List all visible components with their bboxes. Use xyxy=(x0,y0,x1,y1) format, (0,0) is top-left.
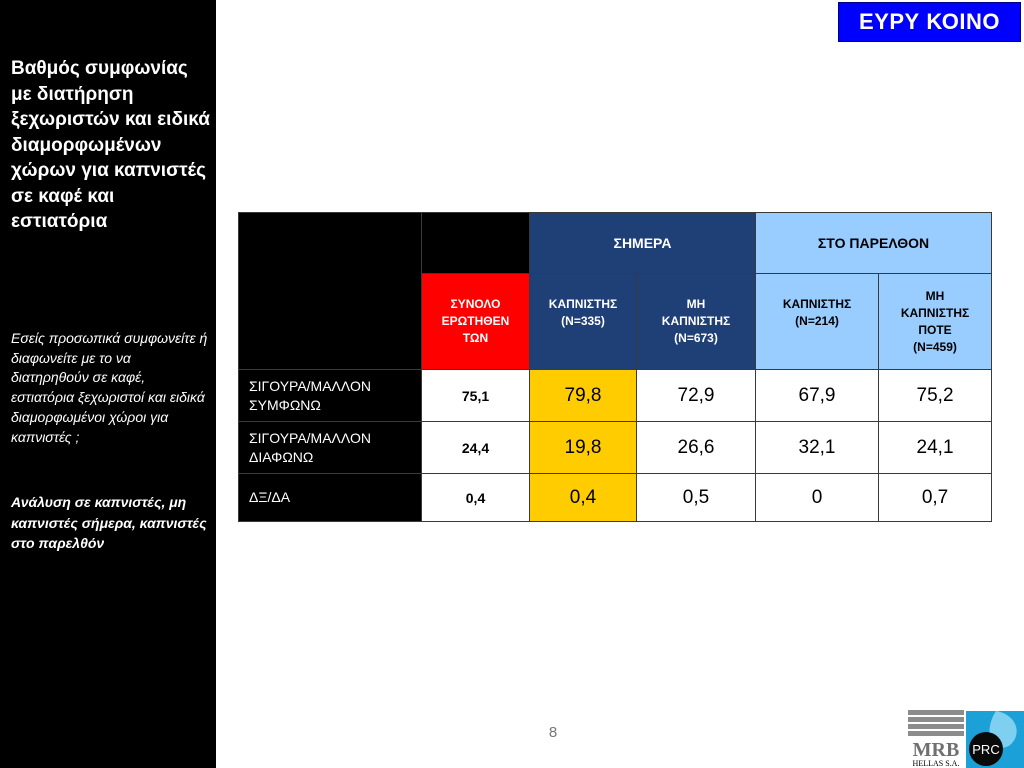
cell-today-nonsmokers: 72,9 xyxy=(637,370,756,422)
col-header-line: ΚΑΠΝΙΣΤΗΣ xyxy=(900,305,970,320)
table-row xyxy=(239,370,992,422)
col-header-today-nonsmokers xyxy=(637,274,756,370)
col-header-total xyxy=(422,274,530,370)
cell-past-never: 0,7 xyxy=(879,474,992,522)
slide-title: Βαθμός συμφωνίας με διατήρηση ξεχωριστών και ειδικά διαμορφωμένων χώρων για καπνιστές σε καφέ και εστιατόρια xyxy=(11,58,210,232)
col-header-line: (Ν=335) xyxy=(561,313,605,328)
col-header-line: ΚΑΠΝΙΣΤΗΣ xyxy=(782,296,852,311)
col-header-line: (Ν=214) xyxy=(795,313,839,328)
col-header-total-line: ΣΥΝΟΛΟ xyxy=(450,297,501,311)
left-sidebar xyxy=(0,0,216,768)
cell-past-smokers: 32,1 xyxy=(756,422,879,474)
col-header-past-never xyxy=(879,274,992,370)
cell-past-smokers: 67,9 xyxy=(756,370,879,422)
group-past-header: ΣΤΟ ΠΑΡΕΛΘΟΝ xyxy=(756,213,992,274)
results-table xyxy=(238,212,992,522)
cell-today-nonsmokers: 0,5 xyxy=(637,474,756,522)
cell-today-nonsmokers: 26,6 xyxy=(637,422,756,474)
table-row xyxy=(239,474,992,522)
table-corner xyxy=(239,213,422,370)
cell-past-never: 75,2 xyxy=(879,370,992,422)
table-corner-top xyxy=(422,213,530,274)
col-header-total-line: ΤΩΝ xyxy=(462,331,489,345)
row-label-line: ΣΥΜΦΩΝΩ xyxy=(249,396,321,413)
mrb-logo xyxy=(908,710,964,768)
group-header-row xyxy=(239,213,992,274)
row-label-line: ΣΙΓΟΥΡΑ/ΜΑΛΛΟΝ xyxy=(249,377,371,394)
col-header-line: ΠΟΤΕ xyxy=(918,322,952,337)
analysis-note: Ανάλυση σε καπνιστές, μη καπνιστές σήμερα, καπνιστές στο παρελθόν xyxy=(11,494,207,551)
cell-today-smokers: 79,8 xyxy=(530,370,637,422)
row-label xyxy=(239,370,422,422)
col-header-line: ΜΗ xyxy=(925,288,945,303)
col-header-past-smokers xyxy=(756,274,879,370)
mrb-logo-text: MRB xyxy=(912,739,960,761)
cell-today-smokers: 19,8 xyxy=(530,422,637,474)
cell-total: 24,4 xyxy=(422,422,530,474)
cell-past-never: 24,1 xyxy=(879,422,992,474)
cell-today-smokers: 0,4 xyxy=(530,474,637,522)
survey-question: Εσείς προσωπικά συμφωνείτε ή διαφωνείτε με το να διατηρηθούν σε καφέ, εστιατόρια ξεχωριστοί και ειδικά διαμορφωμένοι χώροι για καπνιστές ; xyxy=(11,330,208,445)
col-header-line: (Ν=459) xyxy=(913,339,957,354)
col-header-line: ΚΑΠΝΙΣΤΗΣ xyxy=(548,296,618,311)
audience-badge: ΕΥΡΥ ΚΟΙΝΟ xyxy=(838,2,1021,42)
prc-logo-text: PRC xyxy=(972,742,1000,757)
col-header-today-smokers xyxy=(530,274,637,370)
page-number: 8 xyxy=(548,724,558,741)
col-header-line: ΜΗ xyxy=(686,297,706,311)
row-label-line: ΔΙΑΦΩΝΩ xyxy=(249,448,314,465)
col-header-line: ΚΑΠΝΙΣΤΗΣ xyxy=(661,314,731,328)
mrb-logo-subtext: HELLAS S.A. xyxy=(912,759,960,768)
cell-total: 75,1 xyxy=(422,370,530,422)
cell-past-smokers: 0 xyxy=(756,474,879,522)
prc-logo xyxy=(966,711,1024,768)
row-label-line: ΔΞ/ΔΑ xyxy=(249,489,291,505)
group-today-header: ΣΗΜΕΡΑ xyxy=(530,213,756,274)
cell-total: 0,4 xyxy=(422,474,530,522)
col-header-total-line: ΕΡΩΤΗΘΕΝ xyxy=(441,314,510,328)
row-label xyxy=(239,474,422,522)
row-label xyxy=(239,422,422,474)
row-label-line: ΣΙΓΟΥΡΑ/ΜΑΛΛΟΝ xyxy=(249,429,371,446)
col-header-line: (Ν=673) xyxy=(674,331,718,345)
table-row xyxy=(239,422,992,474)
